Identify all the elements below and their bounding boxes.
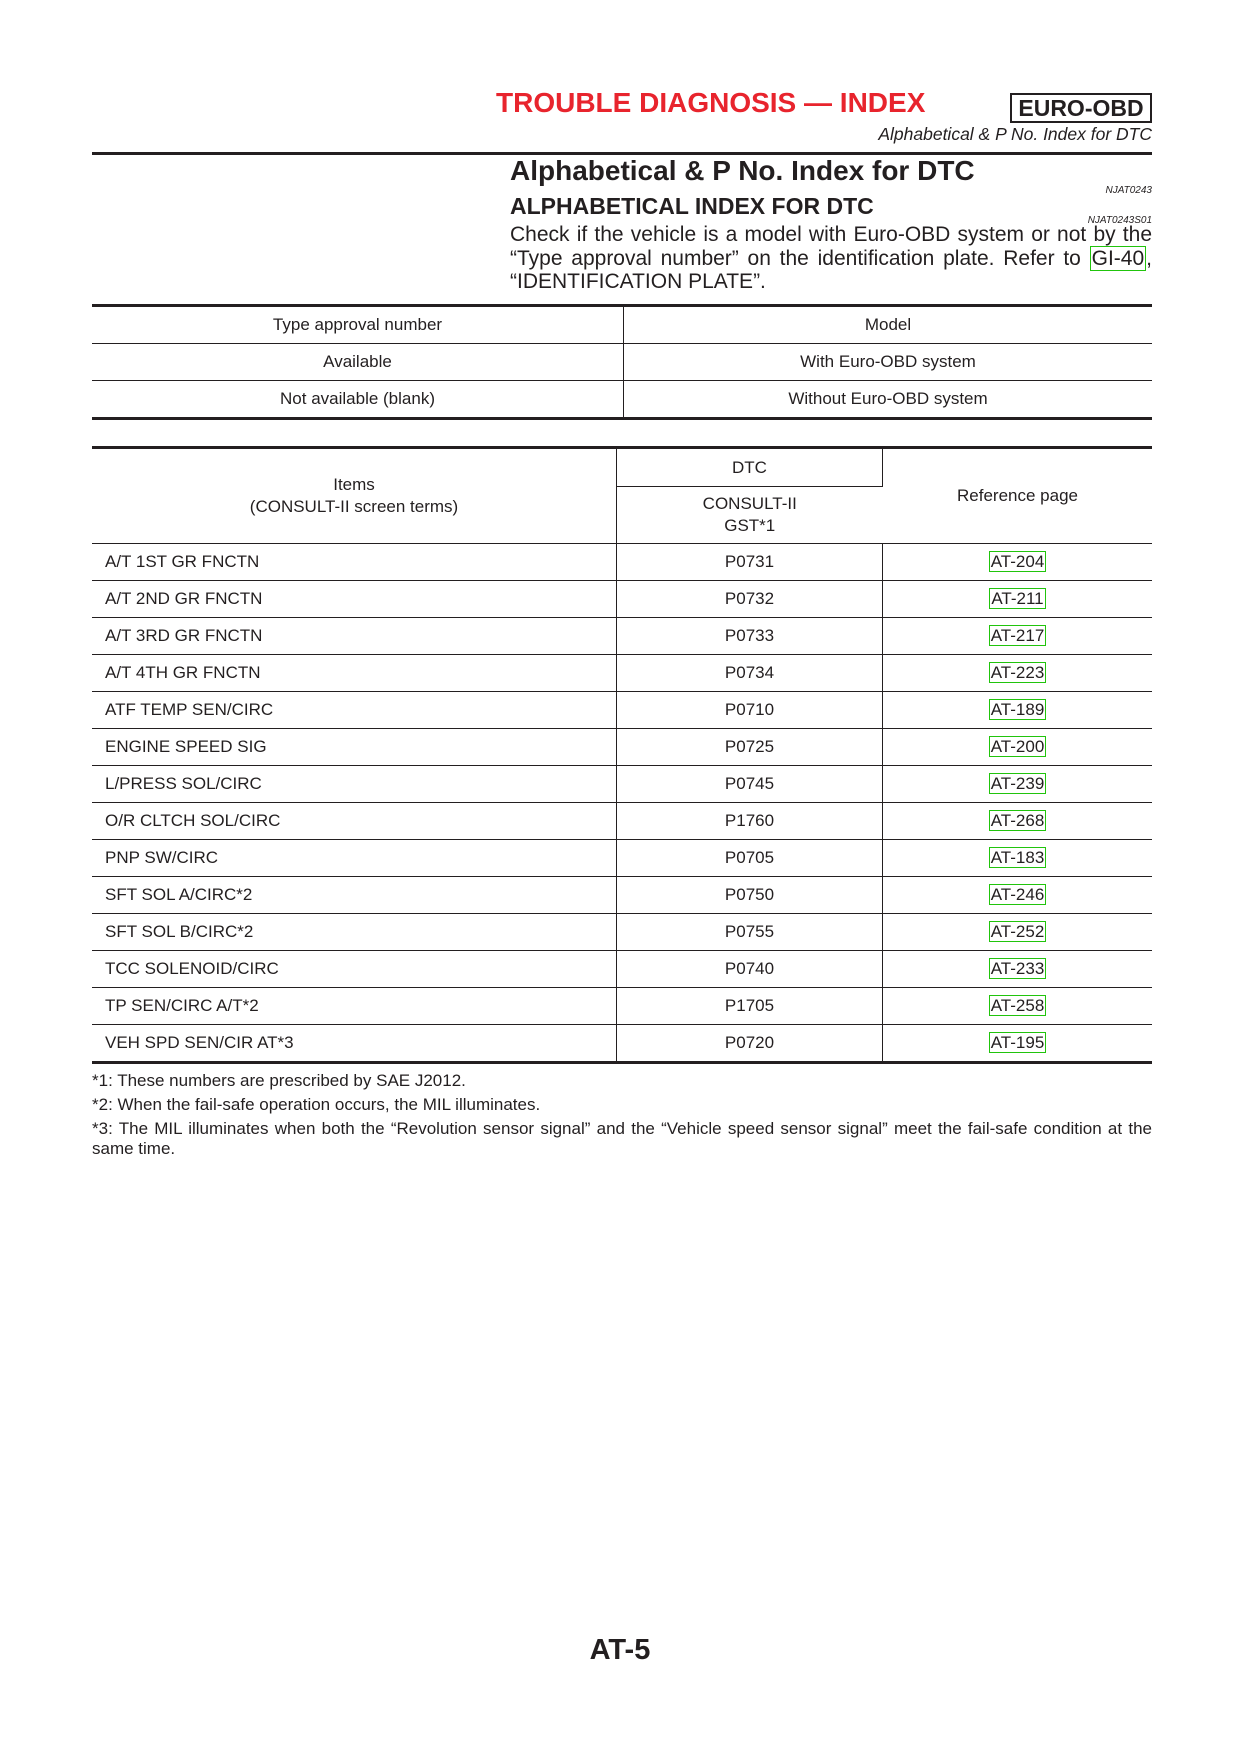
table-row xyxy=(92,692,1152,729)
reference-page-link[interactable]: AT-195 xyxy=(990,1033,1045,1052)
table-row xyxy=(92,766,1152,803)
dtc-item: ENGINE SPEED SIG xyxy=(92,729,617,766)
dtc-code: P0720 xyxy=(617,1025,883,1063)
reference-page-link[interactable]: AT-204 xyxy=(990,552,1045,571)
dtc-item: A/T 1ST GR FNCTN xyxy=(92,544,617,581)
dtc-code: P0745 xyxy=(617,766,883,803)
dtc-item: SFT SOL B/CIRC*2 xyxy=(92,914,617,951)
page-number: AT-5 xyxy=(589,1634,651,1666)
dtc-code: P1760 xyxy=(617,803,883,840)
header-consult-label: CONSULT-II xyxy=(702,494,797,513)
type-approval-cell: Available xyxy=(92,344,624,381)
dtc-code: P0705 xyxy=(617,840,883,877)
header-consult xyxy=(617,487,883,544)
reference-page-cell xyxy=(883,840,1153,877)
page-heading: Alphabetical & P No. Index for DTC xyxy=(510,155,975,186)
reference-page-link[interactable]: AT-200 xyxy=(990,737,1045,756)
page-subtitle: Alphabetical & P No. Index for DTC xyxy=(878,124,1152,144)
dtc-item: A/T 4TH GR FNCTN xyxy=(92,655,617,692)
reference-page-cell xyxy=(883,988,1153,1025)
reference-page-cell xyxy=(883,655,1153,692)
table-row xyxy=(92,951,1152,988)
reference-page-link[interactable]: AT-268 xyxy=(990,811,1045,830)
table-row xyxy=(92,803,1152,840)
header-gst-label: GST*1 xyxy=(724,516,776,535)
dtc-item: PNP SW/CIRC xyxy=(92,840,617,877)
header-items-sub: (CONSULT-II screen terms) xyxy=(249,497,459,516)
dtc-item: TCC SOLENOID/CIRC xyxy=(92,951,617,988)
dtc-table-body xyxy=(92,544,1152,1063)
reference-page-link[interactable]: AT-233 xyxy=(990,959,1045,978)
subheading: ALPHABETICAL INDEX FOR DTC xyxy=(510,193,874,219)
dtc-item: TP SEN/CIRC A/T*2 xyxy=(92,988,617,1025)
footnote: *1: These numbers are prescribed by SAE J2012. xyxy=(92,1071,466,1090)
table-row xyxy=(92,1025,1152,1063)
dtc-item: ATF TEMP SEN/CIRC xyxy=(92,692,617,729)
dtc-code: P0732 xyxy=(617,581,883,618)
table-row xyxy=(92,877,1152,914)
page-header xyxy=(92,86,1152,155)
table-row xyxy=(92,988,1152,1025)
footnote: *2: When the fail-safe operation occurs, the MIL illuminates. xyxy=(92,1095,541,1114)
dtc-item: O/R CLTCH SOL/CIRC xyxy=(92,803,617,840)
subheading-code: NJAT0243S01 xyxy=(1087,215,1152,226)
dtc-index-table xyxy=(92,446,1152,1064)
reference-page-cell xyxy=(883,914,1153,951)
reference-page-cell xyxy=(883,1025,1153,1063)
dtc-code: P1705 xyxy=(617,988,883,1025)
model-cell: Without Euro-OBD system xyxy=(624,381,1153,419)
header-items xyxy=(92,448,617,544)
reference-page-cell xyxy=(883,544,1153,581)
type-approval-table xyxy=(92,304,1152,420)
intro-text-end: , “IDENTIFICATION PLATE”. xyxy=(510,246,1152,293)
reference-page-link[interactable]: AT-189 xyxy=(990,700,1045,719)
dtc-code: P0734 xyxy=(617,655,883,692)
dtc-code: P0710 xyxy=(617,692,883,729)
euro-obd-badge: EURO-OBD xyxy=(1010,93,1152,123)
table-row xyxy=(92,914,1152,951)
section-title: TROUBLE DIAGNOSIS — INDEX xyxy=(496,87,926,118)
header-items-label: Items xyxy=(333,475,375,494)
reference-page-cell xyxy=(883,618,1153,655)
reference-page-cell xyxy=(883,692,1153,729)
table-header-row xyxy=(92,448,1152,487)
dtc-code: P0725 xyxy=(617,729,883,766)
reference-page-cell xyxy=(883,766,1153,803)
table-row xyxy=(92,581,1152,618)
table-row xyxy=(92,729,1152,766)
dtc-code: P0750 xyxy=(617,877,883,914)
table-row xyxy=(92,381,1152,419)
reference-page-link[interactable]: AT-246 xyxy=(990,885,1045,904)
model-cell: With Euro-OBD system xyxy=(624,344,1153,381)
dtc-item: L/PRESS SOL/CIRC xyxy=(92,766,617,803)
intro-paragraph xyxy=(510,223,1152,294)
gi-40-link[interactable]: GI-40 xyxy=(1091,246,1145,270)
heading-code: NJAT0243 xyxy=(1105,185,1152,196)
reference-page-cell xyxy=(883,951,1153,988)
reference-page-cell xyxy=(883,803,1153,840)
footnotes xyxy=(92,1071,1152,1163)
table-row xyxy=(92,655,1152,692)
reference-page-cell xyxy=(883,729,1153,766)
reference-page-cell xyxy=(883,581,1153,618)
reference-page-link[interactable]: AT-211 xyxy=(991,589,1044,608)
header-model: Model xyxy=(624,306,1153,344)
dtc-code: P0755 xyxy=(617,914,883,951)
table-row xyxy=(92,344,1152,381)
header-reference-page: Reference page xyxy=(883,448,1153,544)
dtc-item: A/T 2ND GR FNCTN xyxy=(92,581,617,618)
footnote: *3: The MIL illuminates when both the “Revolution sensor signal” and the “Vehicle speed sensor signal” meet the fail-safe condition at the same time. xyxy=(92,1119,1152,1158)
dtc-code: P0731 xyxy=(617,544,883,581)
dtc-code: P0740 xyxy=(617,951,883,988)
dtc-item: SFT SOL A/CIRC*2 xyxy=(92,877,617,914)
table-row xyxy=(92,618,1152,655)
reference-page-link[interactable]: AT-223 xyxy=(990,663,1045,682)
dtc-item: VEH SPD SEN/CIR AT*3 xyxy=(92,1025,617,1063)
reference-page-link[interactable]: AT-252 xyxy=(990,922,1045,941)
reference-page-link[interactable]: AT-258 xyxy=(990,996,1045,1015)
dtc-code: P0733 xyxy=(617,618,883,655)
intro-text: Check if the vehicle is a model with Euro-OBD system or not by the “Type approval number” on the identification plate. Refer to xyxy=(510,223,1152,270)
type-approval-cell: Not available (blank) xyxy=(92,381,624,419)
dtc-item: A/T 3RD GR FNCTN xyxy=(92,618,617,655)
header-dtc: DTC xyxy=(617,448,883,487)
table-row xyxy=(92,544,1152,581)
reference-page-link[interactable]: AT-217 xyxy=(990,626,1045,645)
reference-page-link[interactable]: AT-183 xyxy=(990,848,1045,867)
table-row xyxy=(92,840,1152,877)
table-header-row xyxy=(92,306,1152,344)
header-type-approval: Type approval number xyxy=(92,306,624,344)
reference-page-cell xyxy=(883,877,1153,914)
reference-page-link[interactable]: AT-239 xyxy=(990,774,1045,793)
